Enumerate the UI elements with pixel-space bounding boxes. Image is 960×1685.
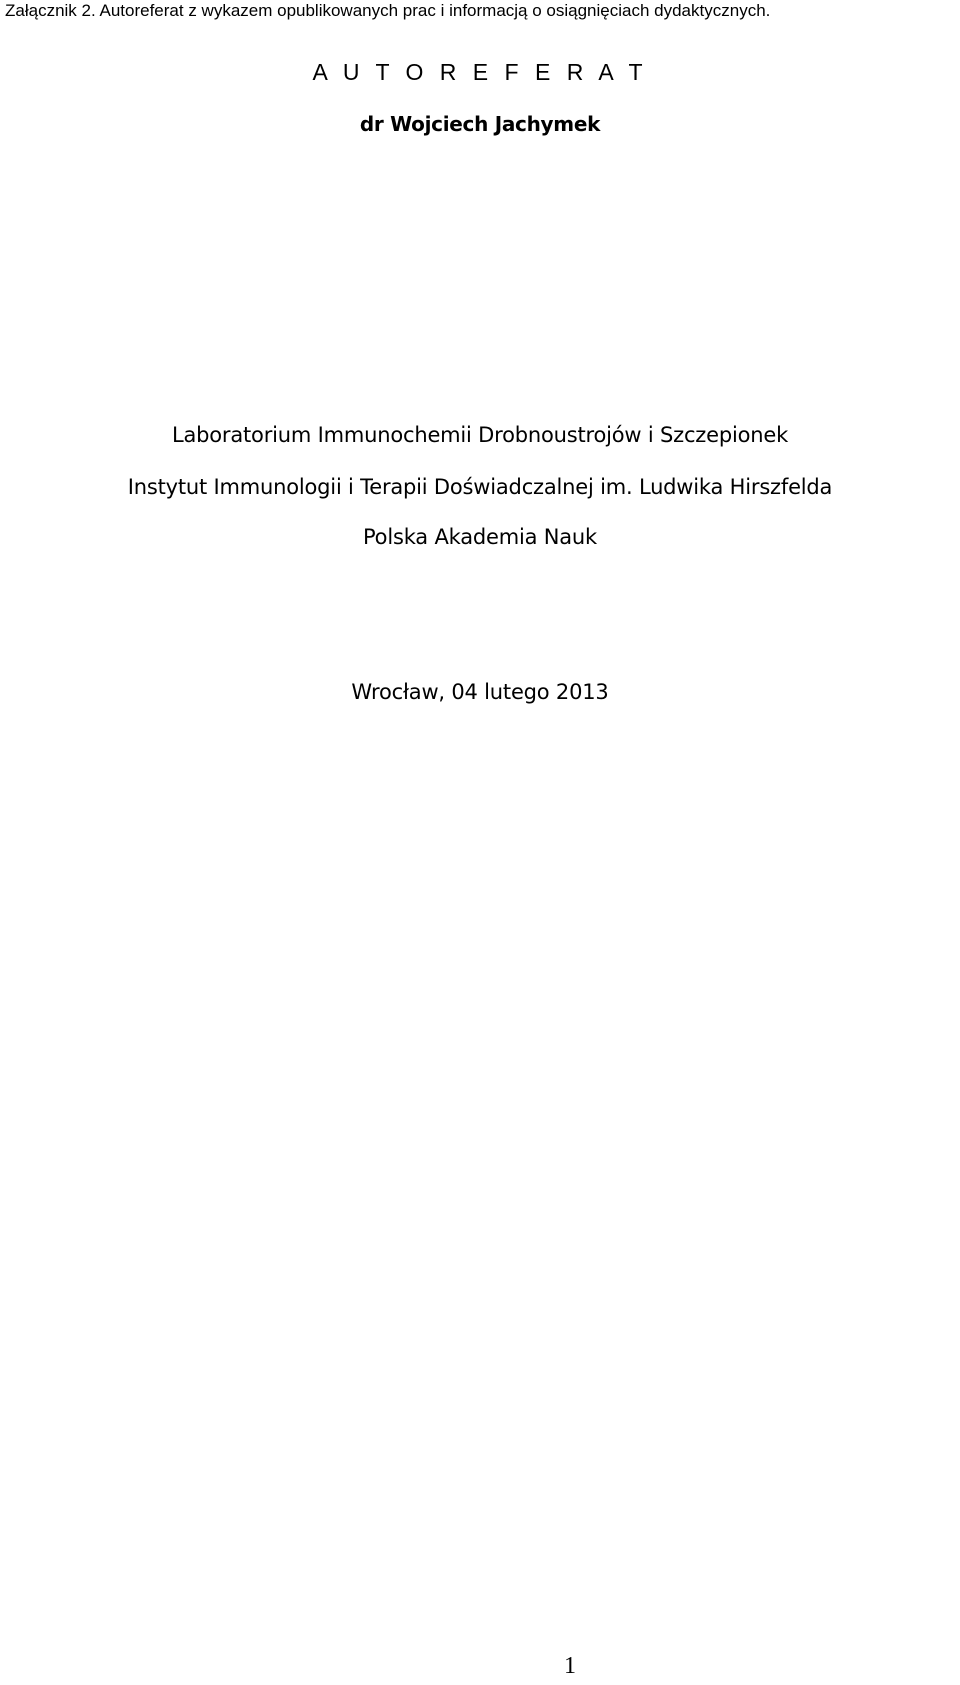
place-and-date: Wrocław, 04 lutego 2013 bbox=[351, 680, 609, 704]
author-name: dr Wojciech Jachymek bbox=[359, 112, 601, 136]
attachment-header-note: Załącznik 2. Autoreferat z wykazem opublikowanych prac i informacją o osiągnięciach dydaktycznych. bbox=[5, 1, 771, 20]
affiliation-institute: Instytut Immunologii i Terapii Doświadczalnej im. Ludwika Hirszfelda bbox=[127, 475, 833, 499]
affiliation-academy: Polska Akademia Nauk bbox=[362, 525, 598, 549]
affiliation-laboratory: Laboratorium Immunochemii Drobnoustrojów i Szczepionek bbox=[171, 423, 789, 447]
page-number: 1 bbox=[564, 1653, 576, 1679]
document-title: A U T O R E F E R A T bbox=[312, 59, 648, 85]
